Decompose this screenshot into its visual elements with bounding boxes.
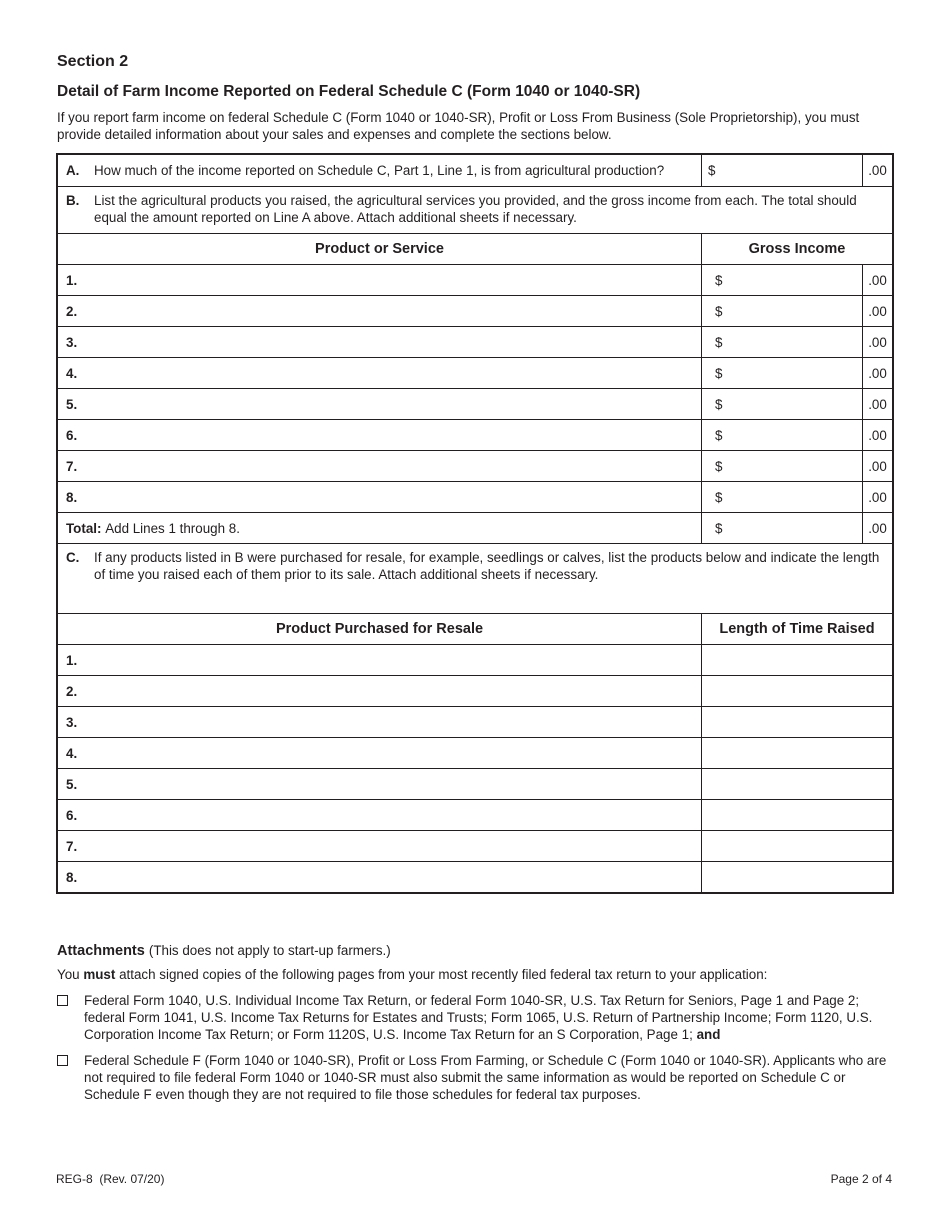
line-b-instructions [58, 186, 892, 233]
product-field[interactable] [58, 327, 701, 357]
intro-post: attach signed copies of the following pages from your most recently filed federal tax return to your application: [119, 967, 768, 982]
resale-product-field[interactable] [58, 676, 701, 706]
income-amount-field[interactable] [701, 482, 892, 512]
row-number: 5. [66, 776, 78, 792]
dollar-sign: $ [715, 520, 723, 536]
section-title: Section 2 [57, 53, 129, 70]
resale-row [58, 768, 892, 799]
product-field[interactable] [58, 420, 701, 450]
cents-label: .00 [862, 155, 892, 186]
time-raised-field[interactable] [701, 738, 892, 768]
total-label: Total: [66, 520, 102, 536]
line-b-text: List the agricultural products you raised, the agricultural services you provided, and the gross income from each. The total should equal the amount reported on Line A above. Attach additional sheets if necessary. [94, 193, 857, 225]
time-raised-field[interactable] [701, 645, 892, 675]
intro-must: must [83, 967, 116, 982]
dollar-sign: $ [715, 427, 723, 443]
row-number: 3. [66, 334, 78, 350]
income-amount-field[interactable] [701, 327, 892, 357]
row-number: 1. [66, 272, 78, 288]
line-a-amount-field[interactable] [701, 155, 892, 186]
line-a-question: How much of the income reported on Schedule C, Part 1, Line 1, is from agricultural production? [94, 163, 665, 178]
line-c-text: If any products listed in B were purchased for resale, for example, seedlings or calves, list the products below and indicate the length of time you raised each of them prior to its sale. Attach additional sheets if necessary. [94, 550, 880, 582]
line-a-row [58, 155, 892, 186]
income-row [58, 357, 892, 388]
row-number: 2. [66, 303, 78, 319]
product-field[interactable] [58, 296, 701, 326]
row-number: 1. [66, 652, 78, 668]
line-c-instructions [58, 543, 892, 613]
dollar-sign: $ [715, 334, 723, 350]
resale-row [58, 861, 892, 892]
cents-label: .00 [862, 513, 892, 543]
product-field[interactable] [58, 482, 701, 512]
attachment-item-1 [57, 992, 897, 1043]
attachments-heading [57, 943, 391, 959]
resale-row [58, 675, 892, 706]
cents-label: .00 [862, 389, 892, 419]
form-id: REG-8 (Rev. 07/20) [56, 1172, 165, 1186]
line-b-header [58, 233, 892, 264]
income-amount-field[interactable] [701, 296, 892, 326]
intro-text: If you report farm income on federal Schedule C (Form 1040 or 1040-SR), Profit or Loss From Business (Sole Proprietorship), you must provide detailed information about your sales and expenses and complete the sections below. [57, 110, 860, 142]
resale-row [58, 799, 892, 830]
row-number: 6. [66, 807, 78, 823]
resale-row [58, 644, 892, 675]
resale-product-field[interactable] [58, 862, 701, 892]
product-purchased-header: Product Purchased for Resale [275, 621, 484, 637]
line-a-letter: A. [66, 163, 80, 178]
attachments-note: (This does not apply to start-up farmers.) [148, 943, 391, 958]
total-amount-field[interactable] [701, 513, 892, 543]
income-row [58, 388, 892, 419]
checkbox-2[interactable] [57, 1055, 68, 1066]
income-amount-field[interactable] [701, 358, 892, 388]
row-number: 7. [66, 458, 78, 474]
resale-product-field[interactable] [58, 800, 701, 830]
length-of-time-header: Length of Time Raised [701, 614, 892, 644]
income-row [58, 481, 892, 512]
product-field[interactable] [58, 358, 701, 388]
income-amount-field[interactable] [701, 265, 892, 295]
row-number: 8. [66, 489, 78, 505]
cents-label: .00 [862, 420, 892, 450]
time-raised-field[interactable] [701, 862, 892, 892]
time-raised-field[interactable] [701, 676, 892, 706]
total-row [58, 512, 892, 543]
resale-product-field[interactable] [58, 831, 701, 861]
cents-label: .00 [862, 327, 892, 357]
time-raised-field[interactable] [701, 769, 892, 799]
form-subtitle: Detail of Farm Income Reported on Federal Schedule C (Form 1040 or 1040-SR) [57, 83, 641, 100]
product-field[interactable] [58, 451, 701, 481]
income-row [58, 326, 892, 357]
cents-label: .00 [862, 358, 892, 388]
resale-product-field[interactable] [58, 645, 701, 675]
resale-row [58, 706, 892, 737]
cents-label: .00 [862, 482, 892, 512]
line-c-header [58, 613, 892, 644]
row-number: 5. [66, 396, 78, 412]
line-c-letter: C. [66, 550, 80, 565]
resale-row [58, 737, 892, 768]
row-number: 7. [66, 838, 78, 854]
resale-product-field[interactable] [58, 738, 701, 768]
time-raised-field[interactable] [701, 831, 892, 861]
attachments-intro [57, 967, 767, 982]
income-row [58, 264, 892, 295]
resale-row [58, 830, 892, 861]
time-raised-field[interactable] [701, 800, 892, 830]
income-row [58, 295, 892, 326]
attachment-item-1-text [84, 992, 896, 1043]
checkbox-1[interactable] [57, 995, 68, 1006]
product-field[interactable] [58, 265, 701, 295]
row-number: 8. [66, 869, 78, 885]
page-number: Page 2 of 4 [830, 1172, 892, 1186]
attachments-title: Attachments [57, 943, 145, 959]
intro-pre: You [57, 967, 80, 982]
attachment-item-2-text: Federal Schedule F (Form 1040 or 1040-SR), Profit or Loss From Farming, or Schedule C (Form 1040 or 1040-SR). Applicants who are not required to file federal Form 1040 or 1040-SR must also submit the same information as would be reported on Schedule C or Schedule F even though they are not required to file those schedules for federal tax purposes. [84, 1053, 887, 1102]
income-row [58, 450, 892, 481]
farm-income-form [56, 153, 894, 894]
item1-text: Federal Form 1040, U.S. Individual Income Tax Return, or federal Form 1040-SR, U.S. Tax Return for Seniors, Page 1 and Page 2; federal Form 1041, U.S. Income Tax Returns for Estates and Trusts; Form 1065, U.S. Return of Partnership Income; Form 1120, U.S. Corporation Income Tax Return; or Form 1120S, U.S. Income Tax Return for an S Corporation, Page 1; [84, 993, 873, 1042]
row-number: 2. [66, 683, 78, 699]
dollar-sign: $ [715, 272, 723, 288]
item1-and: and [696, 1027, 721, 1042]
income-amount-field[interactable] [701, 420, 892, 450]
row-number: 4. [66, 745, 78, 761]
gross-income-header: Gross Income [701, 234, 892, 264]
dollar-sign: $ [715, 489, 723, 505]
row-number: 4. [66, 365, 78, 381]
product-or-service-header: Product or Service [315, 241, 444, 257]
income-amount-field[interactable] [701, 389, 892, 419]
cents-label: .00 [862, 451, 892, 481]
total-instruction: Add Lines 1 through 8. [105, 520, 240, 536]
product-field[interactable] [58, 389, 701, 419]
dollar-sign: $ [715, 458, 723, 474]
dollar-sign: $ [715, 303, 723, 319]
time-raised-field[interactable] [701, 707, 892, 737]
resale-product-field[interactable] [58, 707, 701, 737]
cents-label: .00 [862, 265, 892, 295]
line-b-letter: B. [66, 193, 80, 208]
income-row [58, 419, 892, 450]
dollar-sign: $ [708, 163, 716, 178]
cents-label: .00 [862, 296, 892, 326]
attachment-item-2 [57, 1052, 897, 1103]
income-amount-field[interactable] [701, 451, 892, 481]
row-number: 3. [66, 714, 78, 730]
resale-product-field[interactable] [58, 769, 701, 799]
row-number: 6. [66, 427, 78, 443]
dollar-sign: $ [715, 365, 723, 381]
dollar-sign: $ [715, 396, 723, 412]
